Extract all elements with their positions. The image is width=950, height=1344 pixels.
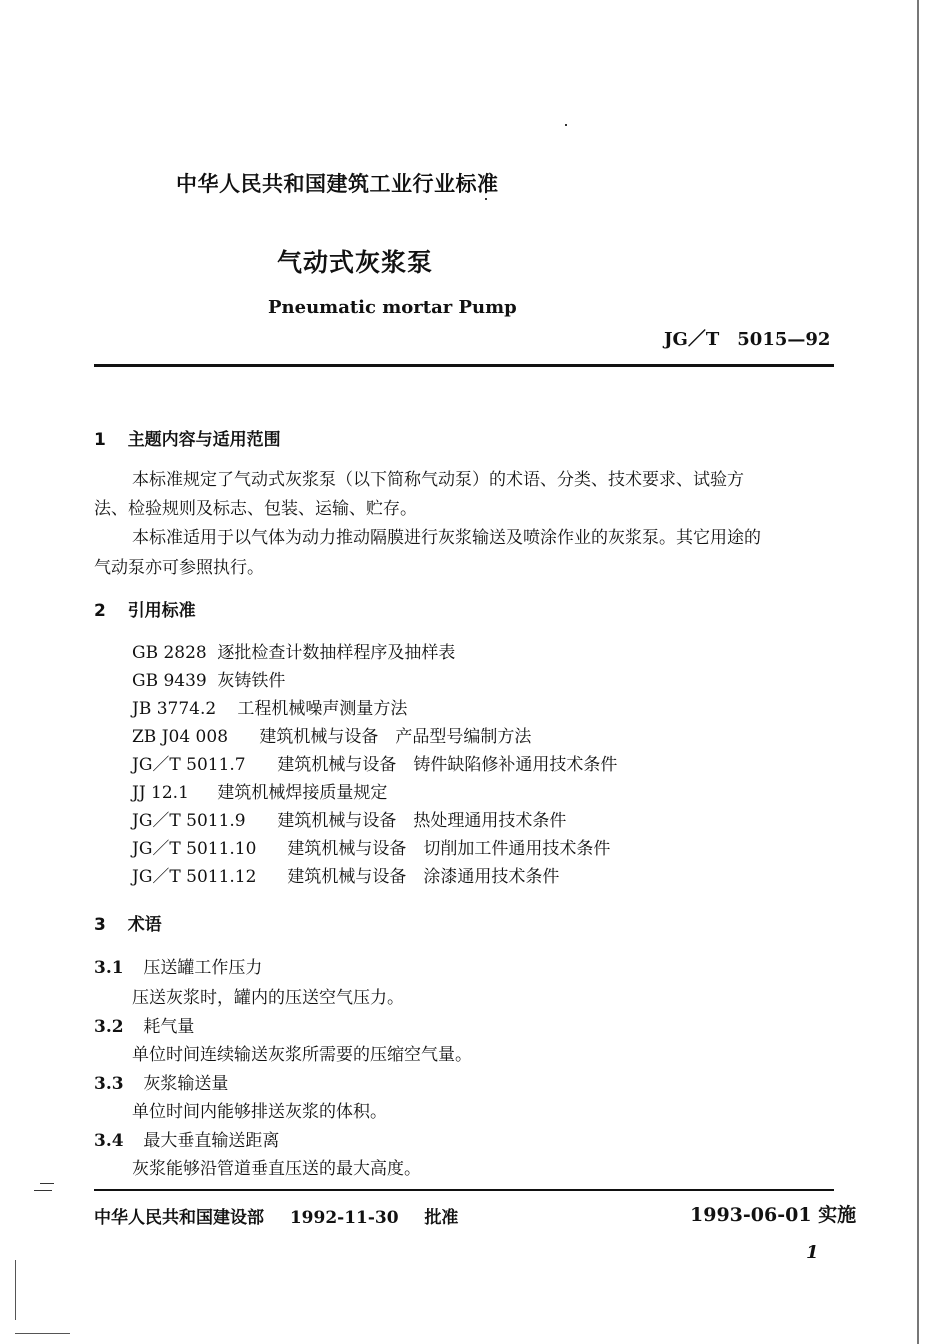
reference-title: 建筑机械焊接质量规定 bbox=[217, 783, 388, 803]
header-rule bbox=[94, 364, 834, 367]
approve-label: 批准 bbox=[424, 1208, 459, 1228]
term-number: 3.4 bbox=[94, 1131, 124, 1151]
reference-title: 建筑机械与设备 铸件缺陷修补通用技术条件 bbox=[277, 755, 618, 775]
page-number: 1 bbox=[806, 1242, 819, 1263]
section-2-title: 引用标准 bbox=[127, 601, 196, 621]
reference-item bbox=[132, 666, 285, 691]
reference-item bbox=[132, 638, 455, 663]
issuer: 中华人民共和国建设部 bbox=[94, 1208, 264, 1228]
reference-code: JG／T 5011.7 bbox=[132, 755, 246, 775]
reference-title: 建筑机械与设备 切削加工件通用技术条件 bbox=[287, 839, 611, 859]
section-3-title: 术语 bbox=[127, 915, 162, 935]
standard-number: JG／T 5015—92 bbox=[664, 329, 831, 350]
scan-speck bbox=[34, 1190, 52, 1191]
term-definition: 压送灰浆时，罐内的压送空气压力。 bbox=[132, 988, 404, 1008]
term-item bbox=[94, 1012, 194, 1037]
section-1-title: 主题内容与适用范围 bbox=[127, 430, 281, 450]
reference-item bbox=[132, 862, 559, 887]
section-3-number: 3 bbox=[94, 915, 106, 935]
reference-title: 逐批检查计数抽样程序及抽样表 bbox=[217, 643, 456, 663]
scan-speck bbox=[485, 198, 487, 200]
term-definition: 单位时间连续输送灰浆所需要的压缩空气量。 bbox=[132, 1045, 472, 1065]
scan-edge-bottom bbox=[15, 1333, 70, 1334]
term-name: 压送罐工作压力 bbox=[143, 958, 263, 978]
term-definition: 灰浆能够沿管道垂直压送的最大高度。 bbox=[132, 1159, 421, 1179]
reference-title: 建筑机械与设备 产品型号编制方法 bbox=[259, 727, 532, 747]
reference-item bbox=[132, 834, 610, 859]
reference-code: JB 3774.2 bbox=[132, 699, 217, 719]
reference-item bbox=[132, 694, 407, 719]
industry-standard-title: 中华人民共和国建筑工业行业标准 bbox=[176, 172, 499, 196]
section-1-p2-line2: 气动泵亦可参照执行。 bbox=[94, 558, 264, 578]
section-1-p2-line1: 本标准适用于以气体为动力推动隔膜进行灰浆输送及喷涂作业的灰浆泵。其它用途的 bbox=[132, 528, 761, 548]
term-number: 3.1 bbox=[94, 958, 124, 978]
scan-edge-right bbox=[917, 0, 919, 1344]
scan-speck bbox=[565, 124, 567, 126]
reference-code: JJ 12.1 bbox=[132, 783, 189, 803]
reference-code: ZB J04 008 bbox=[132, 727, 229, 747]
term-name: 灰浆输送量 bbox=[143, 1074, 229, 1094]
section-1-p1-line2: 法、检验规则及标志、包装、运输、贮存。 bbox=[94, 499, 417, 519]
section-1-heading bbox=[94, 425, 281, 450]
reference-item bbox=[132, 778, 387, 803]
term-item bbox=[94, 953, 262, 978]
reference-title: 建筑机械与设备 热处理通用技术条件 bbox=[277, 811, 567, 831]
issuer-line bbox=[94, 1203, 458, 1228]
section-1-number: 1 bbox=[94, 430, 106, 450]
section-1-p1-line1: 本标准规定了气动式灰浆泵（以下简称气动泵）的术语、分类、技术要求、试验方 bbox=[132, 470, 744, 490]
term-number: 3.2 bbox=[94, 1017, 124, 1037]
reference-title: 灰铸铁件 bbox=[217, 671, 286, 691]
term-item bbox=[94, 1126, 279, 1151]
reference-item bbox=[132, 806, 566, 831]
term-item bbox=[94, 1069, 228, 1094]
reference-code: JG／T 5011.12 bbox=[132, 867, 257, 887]
reference-title: 建筑机械与设备 涂漆通用技术条件 bbox=[287, 867, 560, 887]
footer-rule bbox=[94, 1189, 834, 1191]
reference-item bbox=[132, 750, 617, 775]
term-number: 3.3 bbox=[94, 1074, 124, 1094]
reference-code: JG／T 5011.9 bbox=[132, 811, 246, 831]
section-2-number: 2 bbox=[94, 601, 106, 621]
reference-code: JG／T 5011.10 bbox=[132, 839, 257, 859]
document-title-cn: 气动式灰浆泵 bbox=[277, 248, 434, 277]
reference-title: 工程机械噪声测量方法 bbox=[237, 699, 408, 719]
term-name: 耗气量 bbox=[143, 1017, 195, 1037]
issue-date: 1992-11-30 bbox=[289, 1208, 399, 1228]
reference-item bbox=[132, 722, 531, 747]
term-definition: 单位时间内能够排送灰浆的体积。 bbox=[132, 1102, 387, 1122]
section-3-heading bbox=[94, 910, 162, 935]
reference-code: GB 9439 bbox=[132, 671, 207, 691]
reference-code: GB 2828 bbox=[132, 643, 207, 663]
section-2-heading bbox=[94, 596, 196, 621]
effective-date: 1993-06-01 实施 bbox=[690, 1204, 857, 1226]
scan-speck bbox=[40, 1183, 54, 1184]
document-title-en: Pneumatic mortar Pump bbox=[268, 297, 517, 318]
scan-edge-left bbox=[15, 1260, 16, 1320]
term-name: 最大垂直输送距离 bbox=[143, 1131, 280, 1151]
